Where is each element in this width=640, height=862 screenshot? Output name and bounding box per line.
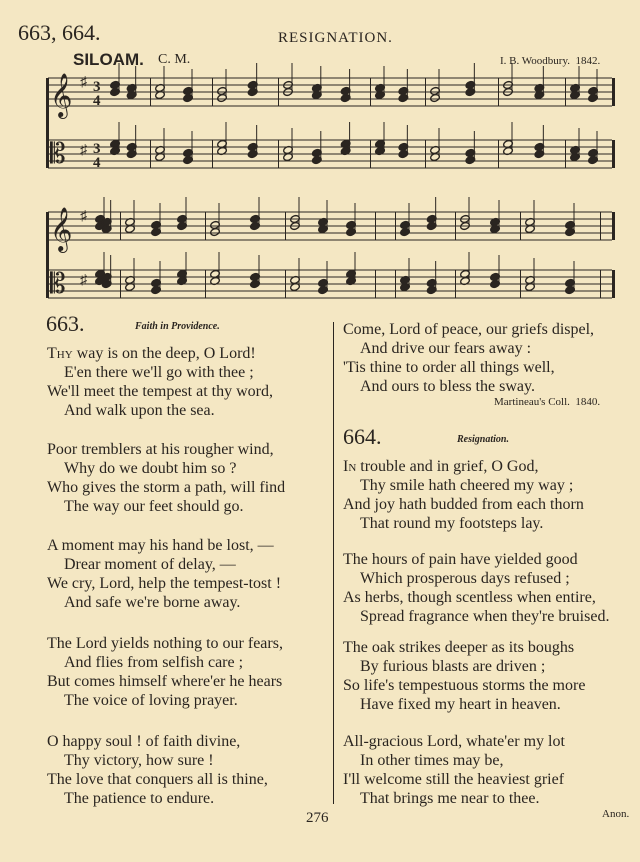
stanza-line: E'en there we'll go with thee ;	[64, 364, 254, 381]
stanza-line: Spread fragrance when they're bruised.	[360, 608, 610, 625]
stanza-line: As herbs, though scentless when entire,	[343, 589, 596, 606]
composer: I. B. Woodbury. 1842.	[500, 55, 601, 67]
barline	[600, 212, 601, 240]
barline	[120, 212, 121, 240]
barline	[375, 212, 376, 240]
page-title: RESIGNATION.	[278, 30, 393, 46]
stanza-line: Poor tremblers at his rougher wind,	[47, 441, 274, 458]
barline	[395, 270, 396, 298]
barline	[425, 140, 426, 168]
barline	[565, 140, 566, 168]
stanza-line: And safe we're borne away.	[64, 594, 241, 611]
stanza-line: And flies from selfish care ;	[64, 654, 244, 671]
stanza-line: We'll meet the tempest at thy word,	[47, 383, 273, 400]
barline	[612, 212, 615, 240]
column-divider	[333, 322, 334, 804]
barline	[285, 212, 286, 240]
barline	[370, 140, 371, 168]
stanza	[47, 344, 273, 420]
svg-text:♯: ♯	[80, 209, 87, 224]
stanza-line: Thy victory, how sure !	[64, 752, 214, 769]
stanza-line: In trouble and in grief, O God,	[343, 458, 539, 475]
stanza-line: By furious blasts are driven ;	[360, 658, 546, 675]
stanza-line: So life's tempestuous storms the more	[343, 677, 586, 694]
stanza-line: Thy smile hath cheered my way ;	[360, 477, 574, 494]
barline	[455, 270, 456, 298]
stanza-line: The patience to endure.	[64, 790, 215, 807]
stanza-line: The oak strikes deeper as its boughs	[343, 639, 575, 656]
barline	[285, 270, 286, 298]
stanza	[343, 320, 594, 396]
stanza-line: The hours of pain have yielded good	[343, 551, 578, 568]
stanza-line: We cry, Lord, help the tempest-tost !	[47, 575, 282, 592]
stanza-line: And ours to bless the sway.	[360, 378, 535, 395]
barline	[612, 140, 615, 168]
stanza	[343, 732, 565, 808]
hymn-664-subtitle: Resignation.	[457, 434, 509, 445]
stanza-line: Thy way is on the deep, O Lord!	[47, 345, 256, 362]
barline	[600, 270, 601, 298]
barline	[370, 78, 371, 106]
tune-name: SILOAM.	[73, 50, 144, 69]
barline	[150, 78, 151, 106]
stanza	[47, 634, 283, 710]
hymn-663-attribution: Martineau's Coll. 1840.	[494, 396, 601, 408]
stanza	[343, 457, 584, 533]
svg-text:𝄞: 𝄞	[50, 207, 73, 251]
svg-text:3: 3	[93, 141, 101, 157]
svg-text:4: 4	[93, 93, 101, 109]
stanza-line: Why do we doubt him so ?	[64, 460, 237, 477]
barline	[150, 140, 151, 168]
stanza-line: In other times may be,	[360, 752, 504, 769]
stanza-line: And walk upon the sea.	[64, 402, 215, 419]
svg-text:♯: ♯	[80, 273, 87, 288]
system-brace	[46, 78, 49, 168]
svg-text:♯: ♯	[80, 75, 87, 90]
stanza-line: O happy soul ! of faith divine,	[47, 733, 241, 750]
svg-text:𝄡: 𝄡	[50, 267, 66, 300]
barline	[375, 270, 376, 298]
hymn-numbers: 663, 664.	[18, 20, 101, 45]
barline	[212, 78, 213, 106]
barline	[205, 212, 206, 240]
stanza	[343, 638, 585, 714]
barline	[395, 212, 396, 240]
page-number: 276	[306, 810, 329, 826]
stanza-line: That brings me near to thee.	[360, 790, 540, 807]
hymn-663-subtitle: Faith in Providence.	[135, 321, 220, 332]
stanza-line: 'Tis thine to order all things well,	[343, 359, 555, 376]
barline	[278, 78, 279, 106]
barline	[278, 140, 279, 168]
stanza	[47, 440, 285, 516]
system-brace	[46, 212, 49, 298]
stanza-line: A moment may his hand be lost, —	[47, 537, 274, 554]
barline	[612, 270, 615, 298]
barline	[520, 212, 521, 240]
stanza-line: Have fixed my heart in heaven.	[360, 696, 561, 713]
barline	[612, 78, 615, 106]
hymn-664-attribution: Anon.	[602, 808, 630, 820]
stanza-line: Which prosperous days refused ;	[360, 570, 570, 587]
stanza-line: And joy hath budded from each thorn	[343, 496, 584, 513]
barline	[498, 78, 499, 106]
hymn-664-number: 664.	[343, 424, 382, 449]
stanza-line: But comes himself where'er he hears	[47, 673, 283, 690]
stanza-line: Come, Lord of peace, our griefs dispel,	[343, 321, 595, 338]
barline	[120, 270, 121, 298]
stanza-line: That round my footsteps lay.	[360, 515, 544, 532]
stanza-line: Who gives the storm a path, will find	[47, 479, 286, 496]
stanza	[47, 732, 268, 808]
svg-text:♯: ♯	[80, 143, 87, 158]
stanza-line: The voice of loving prayer.	[64, 692, 238, 709]
barline	[498, 140, 499, 168]
stanza-line: I'll welcome still the heaviest grief	[343, 771, 565, 788]
stanza-line: The love that conquers all is thine,	[47, 771, 268, 788]
barline	[520, 270, 521, 298]
stanza	[47, 536, 281, 612]
svg-text:𝄞: 𝄞	[50, 73, 73, 117]
stanza	[343, 550, 609, 626]
meter: C. M.	[158, 52, 191, 67]
stanza-line: And drive our fears away :	[360, 340, 532, 357]
barline	[455, 212, 456, 240]
svg-text:𝄡: 𝄡	[50, 137, 66, 170]
stanza-line: All-gracious Lord, whate'er my lot	[343, 733, 565, 750]
barline	[565, 78, 566, 106]
svg-text:4: 4	[93, 155, 101, 171]
svg-text:3: 3	[93, 79, 101, 95]
stanza-line: The way our feet should go.	[64, 498, 244, 515]
barline	[425, 78, 426, 106]
stanza-line: Drear moment of delay, —	[64, 556, 236, 573]
hymn-663-number: 663.	[46, 311, 85, 336]
barline	[205, 270, 206, 298]
stanza-line: The Lord yields nothing to our fears,	[47, 635, 283, 652]
barline	[212, 140, 213, 168]
